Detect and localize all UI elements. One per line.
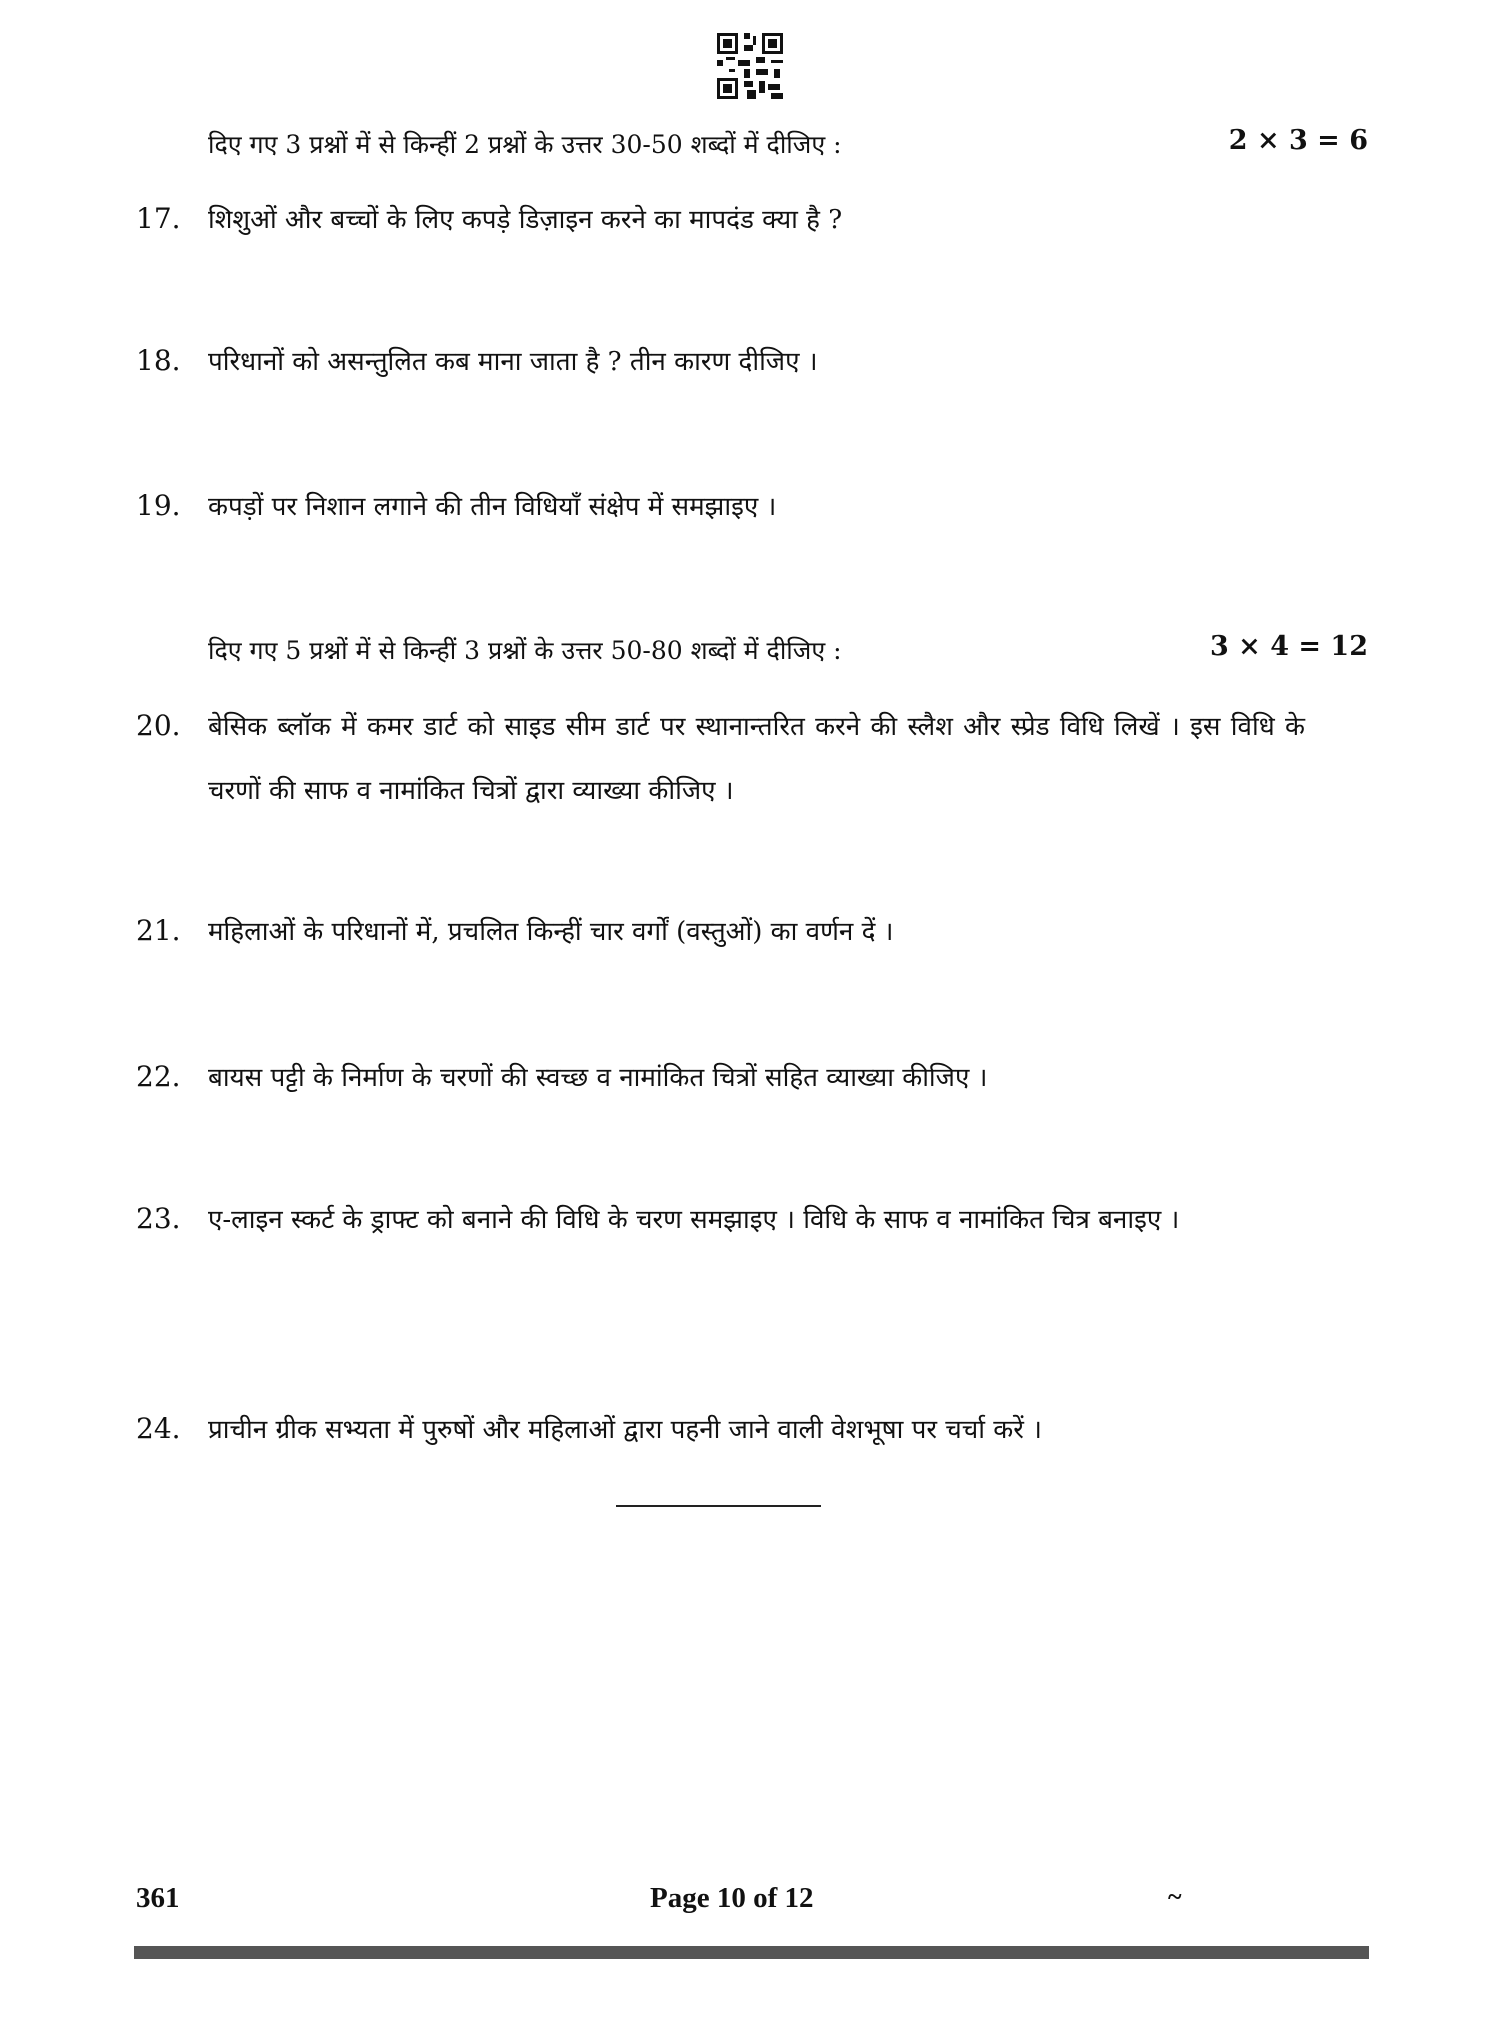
question-number: 22. xyxy=(136,1060,181,1093)
question-number: 19. xyxy=(136,489,181,522)
question-text: कपड़ों पर निशान लगाने की तीन विधियाँ संक्षेप में समझाइए । xyxy=(208,492,777,522)
question-text: बायस पट्टी के निर्माण के चरणों की स्वच्छ व नामांकित चित्रों सहित व्याख्या कीजिए । xyxy=(208,1063,988,1093)
question-text: शिशुओं और बच्चों के लिए कपड़े डिज़ाइन करने का मापदंड क्या है ? xyxy=(208,205,843,235)
question-text: प्राचीन ग्रीक सभ्यता में पुरुषों और महिलाओं द्वारा पहनी जाने वाली वेशभूषा पर चर्चा करें । xyxy=(208,1415,1043,1445)
question-text: ए-लाइन स्कर्ट के ड्राफ्ट को बनाने की विधि के चरण समझाइए । विधि के साफ व नामांकित चित्र बनाइए । xyxy=(208,1205,1180,1235)
qr-code-icon xyxy=(717,32,783,100)
question-number: 17. xyxy=(136,202,181,235)
question-text: महिलाओं के परिधानों में, प्रचलित किन्हीं चार वर्गों (वस्तुओं) का वर्णन दें । xyxy=(208,917,894,947)
question-number: 24. xyxy=(136,1412,181,1445)
footer-paper-code: 361 xyxy=(136,1882,180,1914)
question-text: बेसिक ब्लॉक में कमर डार्ट को साइड सीम डार्ट पर स्थानान्तरित करने की स्लैश और स्प्रेड विधि लिखें । इस विधि के चरणों की साफ व नामांकित चित्रों द्वारा व्याख्या कीजिए । xyxy=(208,712,1305,806)
question-number: 20. xyxy=(136,709,181,742)
section-1-marks: 2 × 3 = 6 xyxy=(1228,125,1368,156)
question-number: 21. xyxy=(136,914,181,947)
question-text: परिधानों को असन्तुलित कब माना जाता है ? तीन कारण दीजिए । xyxy=(208,347,818,377)
question-number: 23. xyxy=(136,1202,181,1235)
footer-page-number: Page 10 of 12 xyxy=(650,1882,814,1914)
section-2-instruction: दिए गए 5 प्रश्नों में से किन्हीं 3 प्रश्नों के उत्तर 50-80 शब्दों में दीजिए : xyxy=(208,636,842,665)
footer-bar xyxy=(134,1946,1369,1959)
section-1-instruction: दिए गए 3 प्रश्नों में से किन्हीं 2 प्रश्नों के उत्तर 30-50 शब्दों में दीजिए : xyxy=(208,130,842,159)
section-2-marks: 3 × 4 = 12 xyxy=(1210,631,1368,662)
question-number: 18. xyxy=(136,344,181,377)
footer-mark: ~ xyxy=(1168,1882,1182,1911)
end-separator-line xyxy=(616,1505,821,1507)
